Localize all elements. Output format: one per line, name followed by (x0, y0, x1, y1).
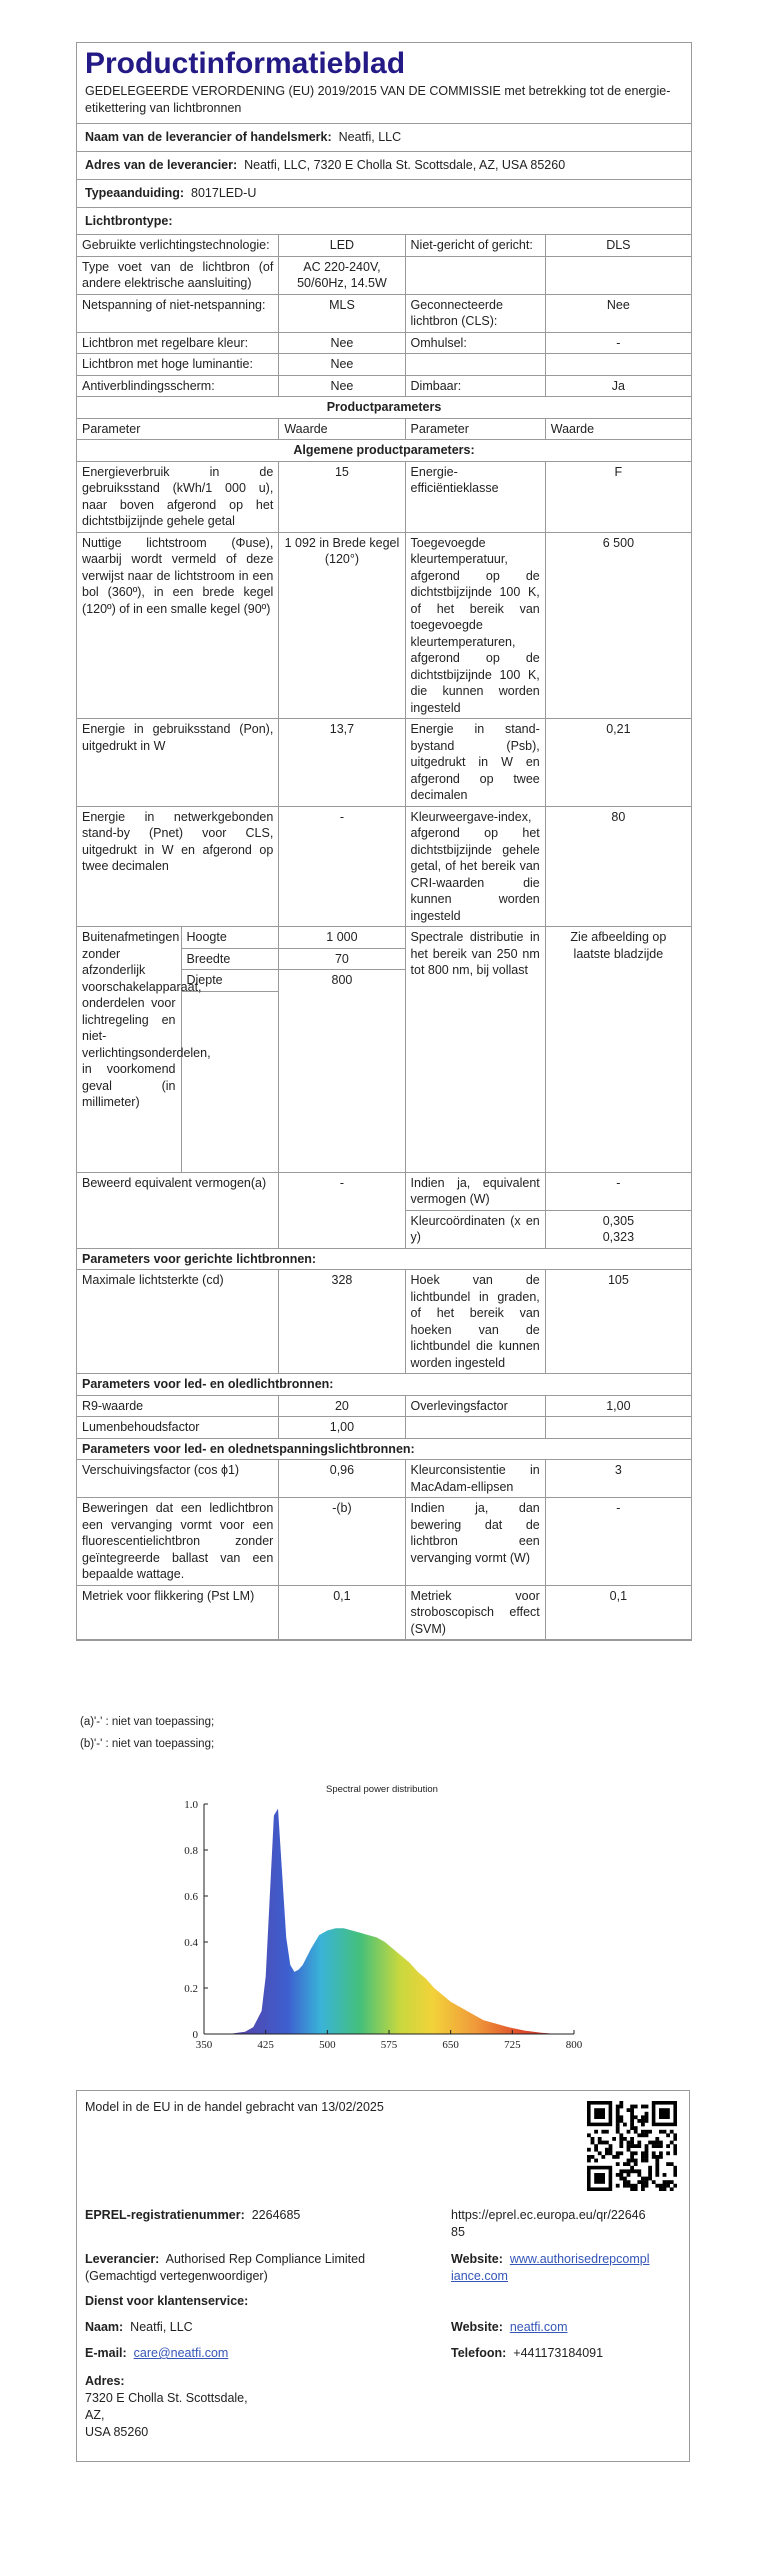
email-row (85, 2345, 228, 2362)
email-link[interactable]: care@neatfi.com (133, 2346, 229, 2360)
value-col-header: Waarde (279, 418, 405, 440)
dimensions-label: Buitenafmetingen zonder afzonderlijk voorschakelapparaat, onderdelen voor lichtregeling en niet-verlichtingsonderdelen, in voorkomend geval (in millimeter) (77, 927, 181, 1172)
type-row (77, 256, 692, 294)
chroma-y: 0,323 (602, 1230, 635, 1244)
product-params-header: Productparameters (77, 397, 692, 419)
chroma-values (545, 1210, 691, 1248)
general-value: - (279, 806, 405, 927)
x-tick-label: 575 (380, 2039, 398, 2051)
regulation-subtitle: GEDELEGEERDE VERORDENING (EU) 2019/2015 VAN DE COMMISSIE met betrekking tot de energie-etikettering van lichtbronnen (77, 83, 691, 124)
type-row (77, 332, 692, 354)
led-rows (77, 1395, 692, 1438)
directional-header: Parameters voor gerichte lichtbronnen: (77, 1248, 692, 1270)
qr-code-icon[interactable] (587, 2101, 677, 2191)
type-rows (77, 235, 692, 397)
width-label: Breedte (181, 948, 278, 970)
x-tick-label: 500 (319, 2039, 336, 2051)
general-label: Energieverbruik in de gebruiksstand (kWh/1 000 u), naar boven afgerond op het dichtstbijzijnde gehele getal (77, 461, 279, 532)
type-label: Lichtbron met hoge luminantie: (77, 354, 279, 376)
eprel-label: EPREL-registratienummer: (85, 2208, 245, 2222)
type-value: DLS (545, 235, 691, 257)
type-value: Ja (545, 375, 691, 397)
general-value: 6 500 (545, 532, 691, 719)
mains-label: Metriek voor stroboscopisch effect (SVM) (405, 1585, 545, 1640)
type-value: Nee (279, 332, 405, 354)
led-header: Parameters voor led- en oledlichtbronnen: (77, 1374, 692, 1396)
led-value: 1,00 (545, 1395, 691, 1417)
address-label: Adres: (85, 2374, 125, 2388)
mains-header-row (77, 1438, 692, 1460)
mains-label: Metriek voor flikkering (Pst LM) (77, 1585, 279, 1640)
supplier-address-label: Adres van de leverancier: (85, 158, 238, 172)
supplier-name-label: Naam van de leverancier of handelsmerk: (85, 130, 332, 144)
mains-value: 0,1 (279, 1585, 405, 1640)
service-name-row (85, 2319, 193, 2336)
phone-value: +441173184091 (513, 2346, 604, 2360)
led-header-row (77, 1374, 692, 1396)
dimensions-row (77, 927, 692, 1173)
mains-header: Parameters voor led- en olednetspanningslichtbronnen: (77, 1438, 692, 1460)
width-value: 70 (279, 949, 404, 971)
led-label: Lumenbehoudsfactor (77, 1417, 279, 1439)
page-title: Productinformatieblad (85, 47, 406, 80)
type-label (405, 256, 545, 294)
dimensions-values-cell (279, 927, 405, 1173)
mains-label: Kleurconsistentie in MacAdam-ellipsen (405, 1460, 545, 1498)
type-row (77, 294, 692, 332)
type-label: Gebruikte verlichtingstechnologie: (77, 235, 279, 257)
y-tick-label: 0 (192, 2029, 198, 2041)
general-label: Energie in netwerkgebonden stand-by (Pnet) voor CLS, uitgedrukt in W en afgerond op twee decimalen (77, 806, 279, 927)
spd-label: Spectrale distributie in het bereik van 250 nm tot 800 nm, bij vollast (405, 927, 545, 1173)
mains-label: Beweringen dat een ledlichtbron een vervanging vormt voor een fluorescentielichtbron zonder geïntegreerde ballast van een bepaalde wattage. (77, 1498, 279, 1586)
eprel-value: 2264685 (251, 2208, 301, 2222)
equiv-value: - (279, 1172, 405, 1248)
equiv-label (77, 1172, 279, 1248)
general-label: Energie-efficiëntieklasse (405, 461, 545, 532)
general-label: Nuttige lichtstroom (Φuse), waarbij wordt vermeld of deze verwijst naar de lichtstroom in een bol (360º), in een brede kegel (120º) of in een smalle kegel (90º) (77, 532, 279, 719)
type-value: - (545, 332, 691, 354)
phone-row (451, 2345, 603, 2362)
supplier-label: Leverancier: (85, 2252, 160, 2266)
mains-value: -(b) (279, 1498, 405, 1586)
chroma-x: 0,305 (602, 1213, 635, 1228)
general-header: Algemene productparameters: (77, 440, 692, 462)
type-value (545, 354, 691, 376)
supplier-name-value: Neatfi, LLC (338, 130, 402, 144)
led-value: 1,00 (279, 1417, 405, 1439)
mains-value: 0,96 (279, 1460, 405, 1498)
led-row (77, 1417, 692, 1439)
mains-value: - (545, 1498, 691, 1586)
chart-plot-area (184, 1799, 583, 2051)
address-line: 7320 E Cholla St. Scottsdale, (85, 2391, 248, 2405)
product-params-header-row (77, 397, 692, 419)
mains-label: Verschuivingsfactor (cos ϕ1) (77, 1460, 279, 1498)
service-website-row (451, 2319, 568, 2336)
y-tick-label: 0.2 (184, 1983, 198, 1995)
product-information-sheet (76, 42, 692, 1641)
supplier-website-label: Website: (451, 2252, 503, 2266)
mains-row (77, 1460, 692, 1498)
supplier-website-link[interactable]: www.authorisedrepcompliance.com (451, 2252, 650, 2283)
contact-section (76, 2090, 690, 2462)
type-value: Nee (279, 354, 405, 376)
led-label: Overlevingsfactor (405, 1395, 545, 1417)
y-tick-label: 0.4 (184, 1937, 198, 1949)
directional-header-row (77, 1248, 692, 1270)
supplier-address-value: Neatfi, LLC, 7320 E Cholla St. Scottsdale, AZ, USA 85260 (244, 158, 566, 172)
param-col-header: Parameter (77, 418, 279, 440)
y-tick-label: 0.8 (184, 1845, 198, 1857)
x-tick-label: 800 (565, 2039, 583, 2051)
equiv-label-text: Beweerd equivalent vermogen(a) (82, 1175, 267, 1190)
led-value (545, 1417, 691, 1439)
service-name-label: Naam: (85, 2320, 124, 2334)
x-tick-label: 350 (195, 2039, 213, 2051)
y-tick-label: 1.0 (184, 1799, 198, 1811)
address-line: AZ, (85, 2408, 105, 2422)
general-row (77, 806, 692, 927)
model-row (77, 180, 691, 208)
x-tick-label: 650 (442, 2039, 459, 2051)
phone-label: Telefoon: (451, 2346, 507, 2360)
type-label: Antiverblindingsscherm: (77, 375, 279, 397)
led-value: 20 (279, 1395, 405, 1417)
directional-value: 328 (279, 1270, 405, 1374)
service-website-label: Website: (451, 2320, 503, 2334)
depth-value: 800 (331, 973, 353, 987)
mains-row (77, 1498, 692, 1586)
supplier-name-row (77, 124, 691, 152)
spectral-chart (160, 1780, 590, 2070)
product-parameters-table (76, 234, 692, 1640)
y-tick-label: 0.6 (184, 1891, 198, 1903)
led-label: R9-waarde (77, 1395, 279, 1417)
general-label: Energie in gebruiksstand (Pon), uitgedrukt in W (77, 719, 279, 807)
address-block (85, 2373, 248, 2441)
model-label: Typeaanduiding: (85, 186, 185, 200)
general-row (77, 719, 692, 807)
type-label: Geconnecteerde lichtbron (CLS): (405, 294, 545, 332)
directional-label: Maximale lichtsterkte (cd) (77, 1270, 279, 1374)
height-value: 1 000 (279, 927, 404, 949)
chroma-label: Kleurcoördinaten (x en y) (405, 1210, 545, 1248)
type-label: Type voet van de lichtbron (of andere elektrische aansluiting) (77, 256, 279, 294)
supplier-website-row (451, 2251, 651, 2285)
model-date: Model in de EU in de handel gebracht van 13/02/2025 (85, 2100, 384, 2114)
type-label: Dimbaar: (405, 375, 545, 397)
general-rows (77, 461, 692, 927)
equiv-yes-label: Indien ja, equivalent vermogen (W) (405, 1172, 545, 1210)
mains-value: 0,1 (545, 1585, 691, 1640)
service-website-link[interactable]: neatfi.com (509, 2320, 568, 2334)
equiv-yes-value: - (545, 1172, 691, 1210)
general-value: 0,21 (545, 719, 691, 807)
directional-row (77, 1270, 692, 1374)
param-col-header-2: Parameter (405, 418, 545, 440)
type-value: LED (279, 235, 405, 257)
type-value: MLS (279, 294, 405, 332)
value-col-header-2: Waarde (545, 418, 691, 440)
model-value: 8017LED-U (191, 186, 257, 200)
light-source-type-header: Lichtbrontype: (85, 214, 173, 228)
type-label: Lichtbron met regelbare kleur: (77, 332, 279, 354)
depth-label: Diepte (181, 970, 278, 992)
type-row (77, 235, 692, 257)
general-value: 1 092 in Brede kegel (120°) (279, 532, 405, 719)
spectral-chart-svg (160, 1780, 590, 2070)
led-label (405, 1417, 545, 1439)
general-value: 13,7 (279, 719, 405, 807)
general-row (77, 532, 692, 719)
supplier-value: Authorised Rep Compliance Limited (Gemachtigd vertegenwoordiger) (85, 2252, 366, 2283)
mains-rows (77, 1460, 692, 1640)
x-tick-label: 725 (504, 2039, 521, 2051)
directional-rows (77, 1270, 692, 1374)
mains-row (77, 1585, 692, 1640)
directional-label: Hoek van de lichtbundel in graden, of het bereik van hoeken van de lichtbundel die kunnen worden ingesteld (405, 1270, 545, 1374)
dimensions-cell (77, 927, 279, 1173)
x-tick-label: 425 (257, 2039, 274, 2051)
type-value: Nee (279, 375, 405, 397)
chart-title: Spectral power distribution (326, 1784, 438, 1795)
address-line: USA 85260 (85, 2425, 149, 2439)
eprel-row (85, 2207, 300, 2224)
general-value: 15 (279, 461, 405, 532)
type-value: AC 220-240V, 50/60Hz, 14.5W (279, 256, 405, 294)
mains-value: 3 (545, 1460, 691, 1498)
general-label: Kleurweergave-index, afgerond op het dichtstbijzijnde gehele getal, of het bereik van CRI-waarden die kunnen worden ingesteld (405, 806, 545, 927)
type-value (545, 256, 691, 294)
general-row (77, 461, 692, 532)
email-label: E-mail: (85, 2346, 127, 2360)
supplier-row (85, 2251, 425, 2285)
spd-value: Zie afbeelding op laatste bladzijde (545, 927, 691, 1173)
equivalent-power-row (77, 1172, 692, 1210)
general-label: Toegevoegde kleurtemperatuur, afgerond op de dichtstbijzijnde 100 K, of het bereik van toegevoegde kleurtemperaturen, afgerond op de dichtstbijzijnde 100 K, die kunnen worden ingesteld (405, 532, 545, 719)
general-label: Energie in stand-bystand (Psb), uitgedrukt in W en afgerond op twee decimalen (405, 719, 545, 807)
led-row (77, 1395, 692, 1417)
mains-label: Indien ja, dan bewering dat de lichtbron een vervanging vormt (W) (405, 1498, 545, 1586)
general-value: F (545, 461, 691, 532)
type-value: Nee (545, 294, 691, 332)
type-row (77, 354, 692, 376)
dimensions-subtable (77, 927, 278, 1172)
type-label: Niet-gericht of gericht: (405, 235, 545, 257)
eprel-link[interactable]: https://eprel.ec.europa.eu/qr/2264685 (451, 2208, 646, 2239)
service-name-value: Neatfi, LLC (130, 2320, 193, 2334)
note-a: (a)'-' : niet van toepassing; (80, 1716, 215, 1728)
type-label: Omhulsel: (405, 332, 545, 354)
service-header: Dienst voor klantenservice: (85, 2294, 249, 2308)
general-header-row (77, 440, 692, 462)
height-label: Hoogte (181, 927, 278, 948)
type-row (77, 375, 692, 397)
directional-value: 105 (545, 1270, 691, 1374)
spectrum-area (229, 1809, 558, 2034)
general-value: 80 (545, 806, 691, 927)
note-b: (b)'-' : niet van toepassing; (80, 1738, 215, 1750)
supplier-address-row (77, 152, 691, 180)
type-label (405, 354, 545, 376)
type-label: Netspanning of niet-netspanning: (77, 294, 279, 332)
column-header-row (77, 418, 692, 440)
